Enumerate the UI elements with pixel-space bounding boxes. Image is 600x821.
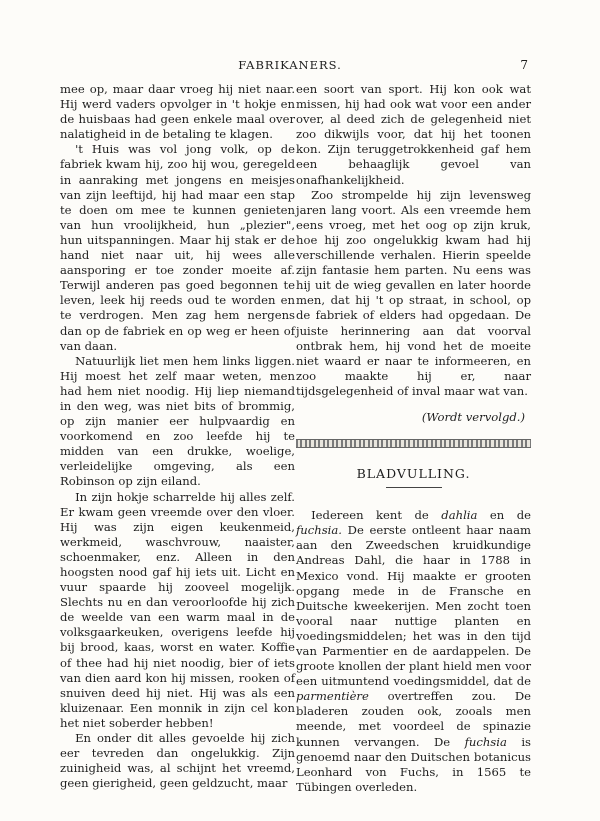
right-column bbox=[296, 82, 531, 795]
italic-term-fuchsia: fuchsia. bbox=[296, 523, 342, 538]
paragraph: een soort van sport. Hij kon ook wat missen, hij had ook wat voor een ander over, al deed zich de gelegenheid niet zoo dikwijls voor, dat hij het toonen kon. Zijn teruggetrokkenheid gaf hem een behaaglijk gevoel van onafhankelijkheid. bbox=[296, 82, 531, 187]
text-run: en de bbox=[477, 508, 531, 523]
title-rule bbox=[386, 487, 442, 488]
paragraph: In zijn hokje scharrelde hij alles zelf. Er kwam geen vreemde over den vloer. Hij was zijn eigen keukenmeid, werkmeid, waschvrouw, naaister, schoenmaker, enz. Alleen in den hoogsten nood gaf hij iets uit. Licht en vuur spaarde hij zooveel mogelijk. Slechts nu en dan veroorloofde hij zich de weelde van een warm maal in de volksgaarkeuken, overigens leefde hij bij brood, kaas, worst en water. Koffie of thee had hij niet noodig, bier of iets van dien aard kon hij missen, rooken of snuiven deed hij niet. Hij was als een kluizenaar. Een monnik in zijn cel kon het niet soberder hebben! bbox=[60, 489, 295, 730]
page-number: 7 bbox=[520, 58, 528, 72]
page-header bbox=[52, 58, 528, 74]
paragraph: Zoo strompelde hij zijn levensweg jaren lang voort. Als een vreemde hem eens vroeg, met het oog op zijn kruk, hoe hij zoo ongelukkig kwam had hij verschillende verhalen. Hierin speelde zijn fantasie hem parten. Nu eens was hij uit de wieg gevallen en later hoorde men, dat hij 't op straat, in school, op de fabriek of elders had opgedaan. De juiste herinnering aan dat voorval ontbrak hem, hij vond het de moeite niet waard er naar te informeeren, en zoo maakte hij er, naar tijdsgelegenheid of inval maar wat van. bbox=[296, 187, 531, 398]
running-head: FABRIKANERS. bbox=[238, 58, 342, 72]
italic-term-dahlia: dahlia bbox=[441, 508, 478, 523]
paragraph: En onder dit alles gevoelde hij zich eer tevreden dan ongelukkig. Zijn zuinigheid was, al schijnt het vreemd, geen gierigheid, geen geldzucht, maar bbox=[60, 731, 295, 791]
paragraph: 't Huis was vol jong volk, op de fabriek kwam hij, zoo hij wou, geregeld in aanraking met jongens en meisjes van zijn leeftijd, hij had maar een stap te doen om mee te kunnen genieten van hun vroolijkheid, hun „plezier", hun uitspanningen. Maar hij stak er de hand niet naar uit, hij wees alle aansporing er toe zonder moeite af. Terwijl anderen pas goed begonnen te leven, leek hij reeds oud te worden en te verdrogen. Men zag hem nergens dan op de fabriek en op weg er heen of van daan. bbox=[60, 142, 295, 353]
ornamental-divider bbox=[296, 439, 531, 448]
paragraph: Natuurlijk liet men hem links liggen. Hij moest het zelf maar weten, men had hem niet noodig. Hij liep niemand in den weg, was niet bits of brommig, op zijn manier eer hulpvaardig en voorkomend en zoo leefde hij te midden van een drukke, woelige, verleidelijke omgeving, als een Robinson op zijn eiland. bbox=[60, 353, 295, 489]
italic-term-parmentiere: parmentière bbox=[296, 689, 369, 704]
to-be-continued-note: (Wordt vervolgd.) bbox=[421, 409, 525, 424]
left-column bbox=[60, 82, 295, 791]
text-run: overtreffen zou. De bladeren zouden ook, zooals men meende, met voordeel de spinazie kunnen vervangen. De bbox=[296, 689, 531, 749]
section-title: BLADVULLING. bbox=[356, 466, 471, 482]
article-paragraph bbox=[296, 508, 531, 795]
text-run: is genoemd naar den Duitschen botanicus Leonhard von Fuchs, in 1565 te Tübingen overleden. bbox=[296, 734, 531, 794]
text-run: De eerste ontleent haar naam aan den Zweedschen kruidkundige Andreas Dahl, die haar in 1788 in Mexico vond. Hij maakte er grooten opgang mede in de Fransche en Duitsche kweekerijen. Men zocht toen vooral naar nuttige planten en voedingsmiddelen; het was in den tijd van Parmentier en de aardappelen. De groote knollen der plant hield men voor een uitmuntend voedingsmiddel, dat de bbox=[296, 523, 531, 689]
text-run: Iedereen kent de bbox=[311, 508, 442, 523]
paragraph: mee op, maar daar vroeg hij niet naar. Hij werd vaders opvolger in 't hokje en de huisbaas had geen enkele maal over nalatigheid in de betaling te klagen. bbox=[60, 82, 295, 142]
italic-term-fuchsia: fuchsia bbox=[464, 734, 507, 749]
